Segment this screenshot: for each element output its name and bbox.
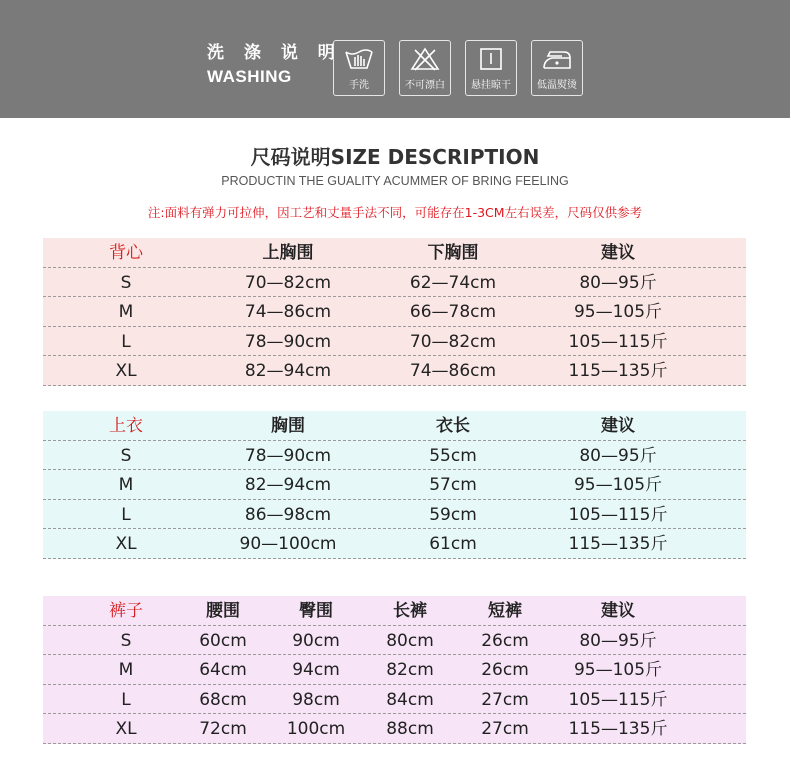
table-cell: 70—82cm bbox=[409, 331, 497, 352]
table-cell: 95—105斤 bbox=[573, 660, 663, 680]
washing-title bbox=[207, 45, 342, 85]
no-bleach-label: 不可漂白 bbox=[405, 80, 445, 91]
table-cell: 82cm bbox=[386, 660, 434, 680]
size-description-title: 尺码说明SIZE DESCRIPTION bbox=[250, 145, 540, 169]
table-row bbox=[43, 327, 746, 357]
table-cell: 72cm bbox=[199, 719, 247, 739]
table-cell: 105—115斤 bbox=[568, 331, 668, 352]
hand-wash-icon bbox=[333, 40, 385, 96]
table-cell: 105—115斤 bbox=[568, 689, 668, 710]
size-cell: XL bbox=[115, 534, 137, 554]
column-header: 上胸围 bbox=[262, 243, 314, 263]
column-header: 建议 bbox=[601, 243, 635, 263]
column-header: 腰围 bbox=[206, 601, 240, 621]
hang-dry-icon bbox=[465, 40, 517, 96]
table-header-row bbox=[43, 596, 746, 626]
table-category-label: 背心 bbox=[109, 243, 143, 263]
table-cell: 70—82cm bbox=[244, 272, 332, 293]
table-cell: 60cm bbox=[199, 630, 247, 651]
table-cell: 88cm bbox=[386, 719, 434, 739]
table-cell: 95—105斤 bbox=[573, 475, 663, 495]
table-cell: 74—86cm bbox=[409, 361, 497, 381]
top-size-table bbox=[43, 411, 746, 559]
table-cell: 94cm bbox=[292, 660, 340, 680]
table-row bbox=[43, 529, 746, 559]
no-bleach-icon bbox=[399, 40, 451, 96]
table-cell: 61cm bbox=[429, 534, 477, 554]
table-row bbox=[43, 626, 746, 656]
table-cell: 95—105斤 bbox=[573, 302, 663, 322]
table-cell: 98cm bbox=[292, 689, 340, 710]
table-cell: 57cm bbox=[429, 475, 477, 495]
table-row bbox=[43, 655, 746, 685]
table-cell: 115—135斤 bbox=[568, 719, 668, 739]
size-cell: M bbox=[118, 660, 134, 680]
table-row bbox=[43, 470, 746, 500]
hang-dry-label: 悬挂晾干 bbox=[471, 80, 511, 91]
size-cell: M bbox=[118, 302, 134, 322]
size-cell: L bbox=[121, 504, 131, 525]
table-cell: 66—78cm bbox=[409, 302, 497, 322]
table-cell: 80—95斤 bbox=[579, 272, 657, 293]
table-category-label: 上衣 bbox=[109, 416, 143, 436]
table-row bbox=[43, 297, 746, 327]
table-row bbox=[43, 500, 746, 530]
table-cell: 82—94cm bbox=[244, 475, 332, 495]
column-header: 衣长 bbox=[436, 416, 470, 436]
table-cell: 86—98cm bbox=[244, 504, 332, 525]
pants-size-table bbox=[43, 596, 746, 744]
size-cell: XL bbox=[115, 719, 137, 739]
table-cell: 64cm bbox=[199, 660, 247, 680]
table-row bbox=[43, 356, 746, 386]
table-cell: 74—86cm bbox=[244, 302, 332, 322]
table-cell: 82—94cm bbox=[244, 361, 332, 381]
table-cell: 80—95斤 bbox=[579, 445, 657, 466]
table-cell: 55cm bbox=[429, 445, 477, 466]
table-cell: 26cm bbox=[481, 630, 529, 651]
table-cell: 59cm bbox=[429, 504, 477, 525]
low-temp-iron-icon bbox=[531, 40, 583, 96]
table-cell: 68cm bbox=[199, 689, 247, 710]
column-header: 下胸围 bbox=[427, 243, 479, 263]
washing-title-cn: 洗 涤 说 明 bbox=[207, 43, 342, 63]
table-cell: 115—135斤 bbox=[568, 361, 668, 381]
size-cell: L bbox=[121, 689, 131, 710]
size-cell: S bbox=[120, 630, 132, 651]
column-header: 胸围 bbox=[271, 416, 305, 436]
table-cell: 80—95斤 bbox=[579, 630, 657, 651]
table-cell: 26cm bbox=[481, 660, 529, 680]
size-cell: S bbox=[120, 272, 132, 293]
washing-title-en: WASHING bbox=[207, 67, 292, 86]
size-note: 注:面料有弹力可拉伸，因工艺和丈量手法不同，可能存在1-3CM左右误差，尺码仅供参考 bbox=[147, 205, 643, 220]
table-cell: 105—115斤 bbox=[568, 504, 668, 525]
table-cell: 100cm bbox=[286, 719, 346, 739]
low-temp-iron-label: 低温熨烫 bbox=[537, 80, 577, 91]
table-cell: 27cm bbox=[481, 719, 529, 739]
size-cell: XL bbox=[115, 361, 137, 381]
table-row bbox=[43, 714, 746, 744]
table-row bbox=[43, 268, 746, 298]
column-header: 短裤 bbox=[488, 601, 522, 621]
table-cell: 115—135斤 bbox=[568, 534, 668, 554]
table-cell: 84cm bbox=[386, 689, 434, 710]
table-cell: 90—100cm bbox=[239, 534, 337, 554]
table-row bbox=[43, 685, 746, 715]
table-cell: 78—90cm bbox=[244, 331, 332, 352]
washing-instructions-band bbox=[0, 0, 790, 118]
table-header-row bbox=[43, 238, 746, 268]
hand-wash-label: 手洗 bbox=[349, 80, 369, 91]
size-cell: M bbox=[118, 475, 134, 495]
size-description-subtitle: PRODUCTIN THE GUALITY ACUMMER OF BRING FEELING bbox=[221, 174, 569, 188]
table-header-row bbox=[43, 411, 746, 441]
table-row bbox=[43, 441, 746, 471]
vest-size-table bbox=[43, 238, 746, 386]
table-cell: 90cm bbox=[292, 630, 340, 651]
column-header: 建议 bbox=[601, 416, 635, 436]
table-cell: 78—90cm bbox=[244, 445, 332, 466]
table-cell: 27cm bbox=[481, 689, 529, 710]
column-header: 臀围 bbox=[299, 601, 333, 621]
size-cell: L bbox=[121, 331, 131, 352]
table-cell: 62—74cm bbox=[409, 272, 497, 293]
size-cell: S bbox=[120, 445, 132, 466]
table-cell: 80cm bbox=[386, 630, 434, 651]
table-category-label: 裤子 bbox=[109, 601, 143, 621]
column-header: 长裤 bbox=[393, 601, 427, 621]
column-header: 建议 bbox=[601, 601, 635, 621]
